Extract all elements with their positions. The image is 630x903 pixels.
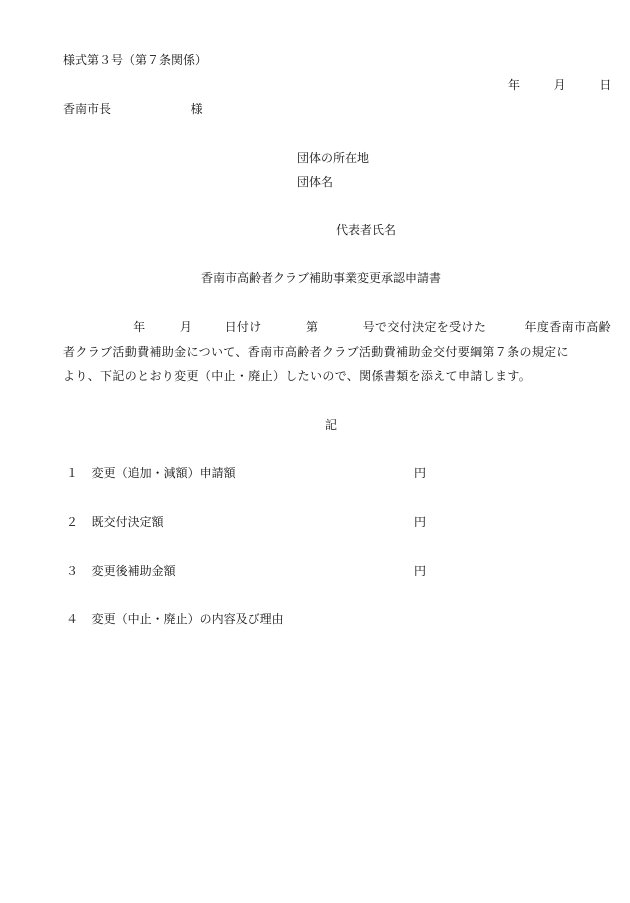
body-fiscal-year: 年度香南市高齢 bbox=[524, 320, 611, 334]
addressee-honorific: 様 bbox=[190, 102, 203, 116]
addressee-name: 香南市長 bbox=[63, 102, 112, 116]
item-2-unit: 円 bbox=[414, 515, 427, 529]
location-label: 団体の所在地 bbox=[297, 151, 370, 165]
representative-label: 代表者氏名 bbox=[336, 223, 397, 237]
document-title: 香南市高齢者クラブ補助事業変更承認申請書 bbox=[201, 271, 442, 285]
group-name-label: 団体名 bbox=[297, 175, 334, 189]
date-line bbox=[508, 78, 611, 92]
date-day-label: 日 bbox=[599, 78, 612, 92]
date-month-label: 月 bbox=[553, 78, 566, 92]
body-line-2: 者クラブ活動費補助金について、香南市高齢者クラブ活動費補助金交付要綱第７条の規定に bbox=[63, 345, 569, 359]
body-month: 月 bbox=[179, 320, 193, 334]
item-3-unit: 円 bbox=[414, 564, 427, 578]
item-1 bbox=[66, 466, 236, 480]
item-number: ４ bbox=[66, 612, 79, 626]
addressee bbox=[63, 102, 203, 116]
item-3 bbox=[66, 564, 176, 578]
form-number: 様式第３号（第７条関係） bbox=[63, 53, 208, 67]
item-4 bbox=[66, 612, 284, 626]
item-number: ２ bbox=[66, 515, 79, 529]
item-label: 既交付決定額 bbox=[91, 515, 164, 529]
body-line-3: より、下記のとおり変更（中止・廃止）したいので、関係書類を添えて申請します。 bbox=[63, 369, 532, 383]
body-year: 年 bbox=[133, 320, 146, 334]
date-year-label: 年 bbox=[508, 78, 521, 92]
item-number: １ bbox=[66, 466, 79, 480]
item-label: 変更（追加・減額）申請額 bbox=[91, 466, 236, 480]
body-number-prefix: 第 bbox=[305, 320, 319, 334]
ki-heading: 記 bbox=[325, 418, 338, 432]
item-label: 変更（中止・廃止）の内容及び理由 bbox=[91, 612, 284, 626]
body-line-1 bbox=[63, 320, 611, 334]
item-1-unit: 円 bbox=[414, 466, 427, 480]
item-label: 変更後補助金額 bbox=[91, 564, 176, 578]
body-dated: 日付け bbox=[224, 320, 262, 334]
item-2 bbox=[66, 515, 164, 529]
body-number-suffix: 号で交付決定を受けた bbox=[362, 320, 487, 334]
item-number: ３ bbox=[66, 564, 79, 578]
